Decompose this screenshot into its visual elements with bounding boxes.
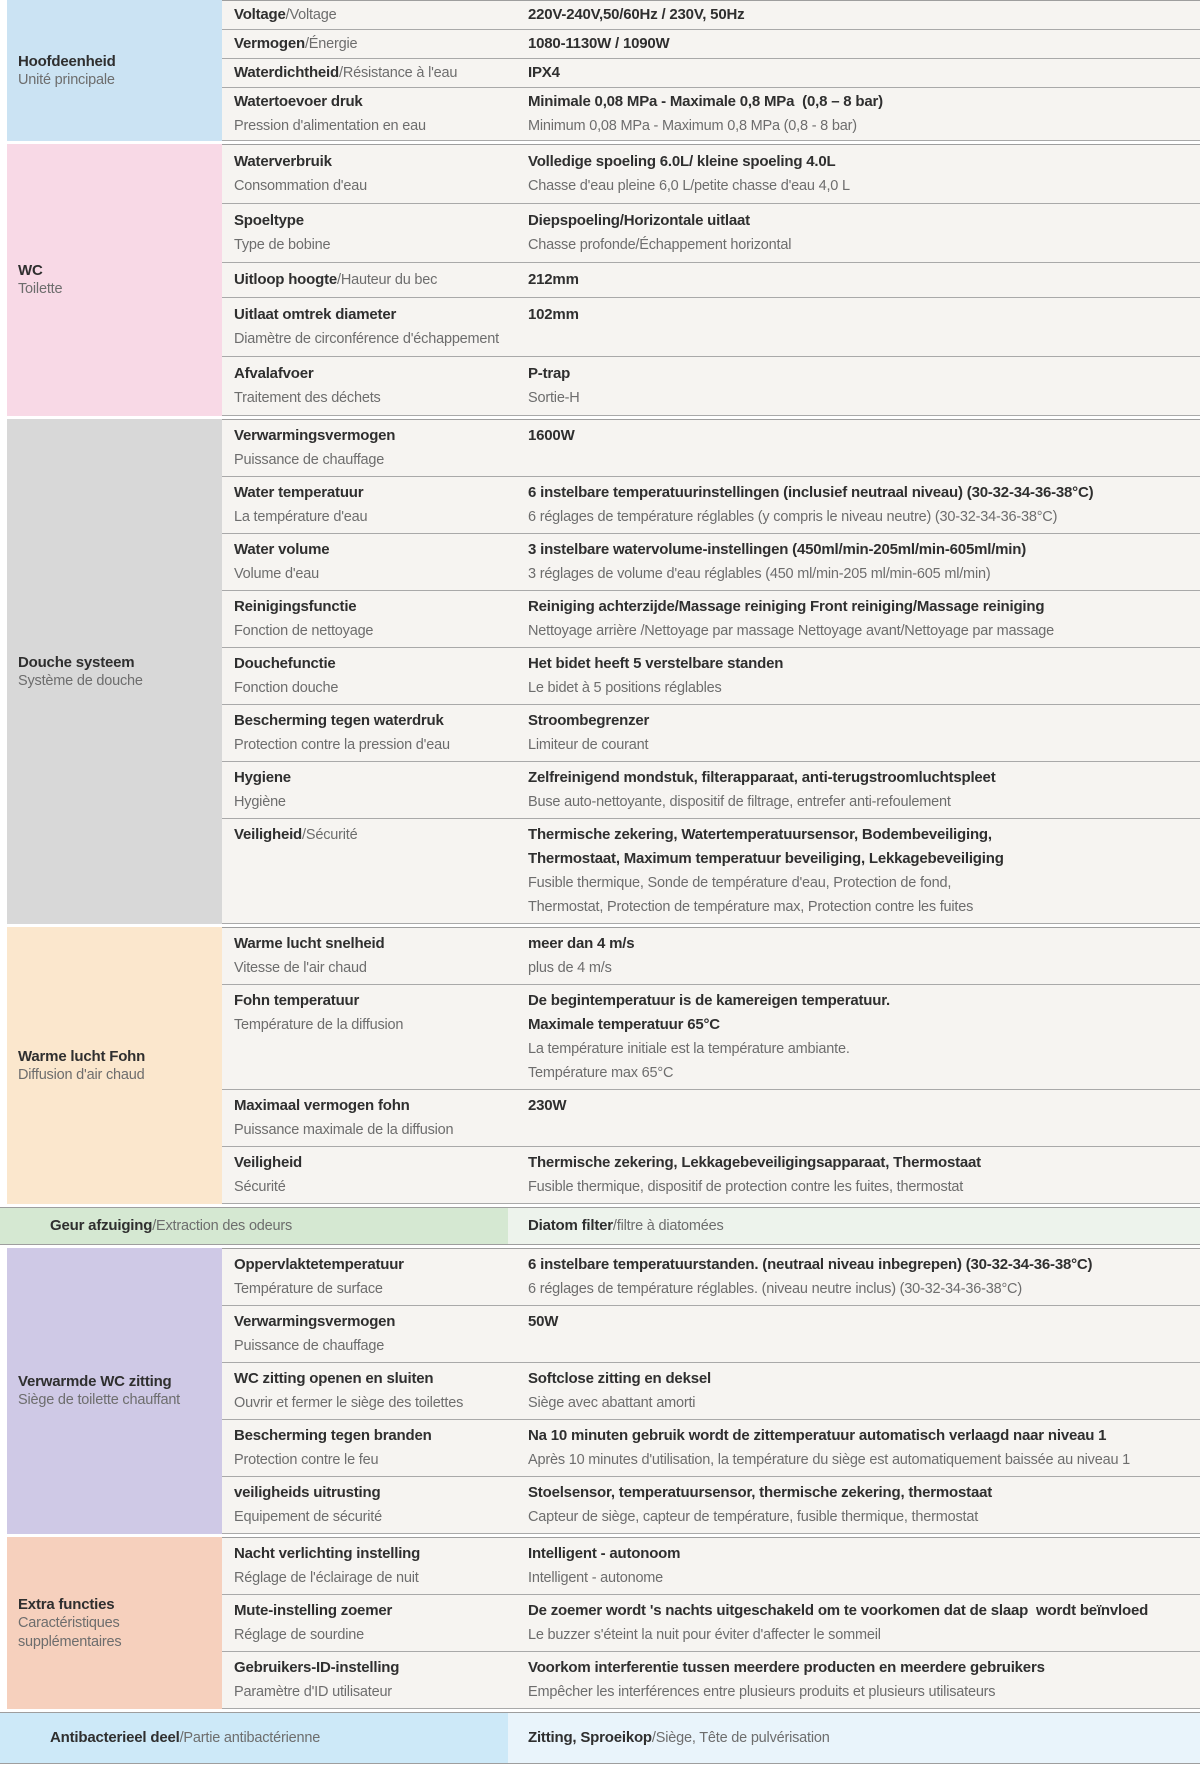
section-rows <box>222 419 1200 924</box>
spec-value-line: Reiniging achterzijde/Massage reiniging Front reiniging/Massage reiniging <box>528 598 1045 615</box>
spec-value-line: Fusible thermique, dispositif de protection contre les fuites, thermostat <box>528 1179 964 1195</box>
spec-value-line: Température max 65°C <box>528 1065 674 1081</box>
property-name-nl: Waterdichtheid <box>234 64 339 81</box>
property-name-nl: Vermogen <box>234 35 305 52</box>
spec-value <box>515 303 1200 351</box>
spec-value <box>515 1253 1200 1301</box>
spec-row <box>222 88 1200 141</box>
spec-property <box>222 209 515 257</box>
spec-property <box>222 932 515 980</box>
spec-property <box>222 1253 515 1301</box>
spec-value <box>515 1094 1200 1142</box>
spec-row <box>222 1090 1200 1147</box>
spec-row <box>222 263 1200 298</box>
property-name-fr: Type de bobine <box>234 237 331 253</box>
property-name-fr: Fonction de nettoyage <box>234 623 374 639</box>
spec-value-line: Thermische zekering, Watertemperatuursensor, Bodembeveiliging, <box>528 826 992 843</box>
property-name-fr: Ouvrir et fermer le siège des toilettes <box>234 1395 464 1411</box>
property-name-nl: veiligheids uitrusting <box>234 1484 381 1501</box>
merged-label-text <box>50 1726 320 1750</box>
spec-value-line: Voorkom interferentie tussen meerdere producten en meerdere gebruikers <box>528 1659 1045 1676</box>
property-name-nl: Water temperatuur <box>234 484 364 501</box>
spec-property <box>222 766 515 814</box>
spec-value-line: Thermostat, Protection de température max, Protection contre les fuites <box>528 899 974 915</box>
spec-value-line: Intelligent - autonoom <box>528 1545 681 1562</box>
spec-row <box>222 705 1200 762</box>
property-name-nl: Veiligheid <box>234 826 303 843</box>
spec-value <box>515 481 1200 529</box>
property-name-nl: Veiligheid <box>234 1154 303 1171</box>
spec-value-line: meer dan 4 m/s <box>528 935 635 952</box>
spec-value <box>515 1542 1200 1590</box>
spec-row <box>222 298 1200 357</box>
spec-value-line: 3 réglages de volume d'eau réglables (450 ml/min-205 ml/min-605 ml/min) <box>528 566 991 582</box>
spec-value-line: Het bidet heeft 5 verstelbare standen <box>528 655 784 672</box>
merged-value-fr: /filtre à diatomées <box>612 1218 724 1234</box>
spec-property <box>222 652 515 700</box>
spec-value-line: 50W <box>528 1313 559 1330</box>
spec-value-line: P-trap <box>528 365 571 382</box>
spec-property <box>222 709 515 757</box>
spec-value <box>515 90 1200 138</box>
spec-row <box>222 204 1200 263</box>
merged-section-label <box>0 1208 508 1244</box>
spec-property <box>222 481 515 529</box>
spec-property-line <box>234 32 515 56</box>
section-label-fr: Toilette <box>18 281 63 297</box>
property-name-nl: Nacht verlichting instelling <box>234 1545 421 1562</box>
spec-value-line: Stoelsensor, temperatuursensor, thermische zekering, thermostaat <box>528 1484 993 1501</box>
property-name-fr: Traitement des déchets <box>234 390 381 406</box>
section-rows <box>222 927 1200 1204</box>
merged-label-nl: Geur afzuiging <box>50 1217 153 1234</box>
spec-value-line: 3 instelbare watervolume-instellingen (450ml/min-205ml/min-605ml/min) <box>528 541 1027 558</box>
spec-property <box>222 424 515 472</box>
spec-value-line: Zelfreinigend mondstuk, filterapparaat, anti-terugstroomluchtspleet <box>528 769 996 786</box>
spec-value-line: 230W <box>528 1097 567 1114</box>
spec-property <box>222 823 515 919</box>
spec-property <box>222 1599 515 1647</box>
property-name-nl: Water volume <box>234 541 330 558</box>
spec-value-line: De begintemperatuur is de kamereigen temperatuur. <box>528 992 890 1009</box>
spec-value <box>515 209 1200 257</box>
merged-value-text <box>528 1726 830 1750</box>
section-label-nl: Warme lucht Fohn <box>18 1047 146 1065</box>
section-label <box>7 0 222 141</box>
section-warme-lucht-fohn <box>0 927 1200 1204</box>
spec-value-line: 6 réglages de température réglables (y compris le niveau neutre) (30-32-34-36-38°C) <box>528 509 1058 525</box>
property-name-nl: Uitloop hoogte <box>234 271 338 288</box>
spec-row <box>222 145 1200 204</box>
section-label <box>7 1537 222 1709</box>
property-name-fr: Puissance de chauffage <box>234 452 385 468</box>
property-name-fr: Hygiène <box>234 794 286 810</box>
section-label <box>7 1248 222 1534</box>
section-label-nl: Extra functies <box>18 1595 115 1613</box>
spec-value-line: Volledige spoeling 6.0L/ kleine spoeling 4.0L <box>528 153 836 170</box>
spec-row <box>222 819 1200 924</box>
property-name-fr: Volume d'eau <box>234 566 320 582</box>
property-name-nl: Warme lucht snelheid <box>234 935 385 952</box>
section-rows <box>222 144 1200 416</box>
spec-row <box>222 59 1200 88</box>
spec-row <box>222 985 1200 1090</box>
merged-value-nl: Diatom filter <box>528 1217 613 1234</box>
property-name-nl: Uitlaat omtrek diameter <box>234 306 397 323</box>
property-name-fr: /Résistance à l'eau <box>338 65 458 81</box>
spec-row <box>222 1 1200 30</box>
spec-value-line: 1600W <box>528 427 575 444</box>
spec-row <box>222 1420 1200 1477</box>
spec-value-line: Na 10 minuten gebruik wordt de zittemperatuur automatisch verlaagd naar niveau 1 <box>528 1427 1107 1444</box>
property-name-fr: Réglage de l'éclairage de nuit <box>234 1570 419 1586</box>
spec-value-line: La température initiale est la température ambiante. <box>528 1041 850 1057</box>
spec-row <box>222 1249 1200 1306</box>
spec-property <box>222 1367 515 1415</box>
section-label <box>7 144 222 416</box>
section-rows <box>222 1537 1200 1709</box>
spec-property-line <box>234 823 515 847</box>
property-name-fr: Equipement de sécurité <box>234 1509 382 1525</box>
property-name-fr: Puissance de chauffage <box>234 1338 385 1354</box>
spec-row <box>222 357 1200 416</box>
spec-value <box>515 1367 1200 1415</box>
merged-section-label <box>0 1713 508 1763</box>
property-name-nl: WC zitting openen en sluiten <box>234 1370 434 1387</box>
property-name-fr: Température de la diffusion <box>234 1017 404 1033</box>
spec-property <box>222 150 515 198</box>
spec-value-line: Le bidet à 5 positions réglables <box>528 680 722 696</box>
merged-value-nl: Zitting, Sproeikop <box>528 1729 652 1746</box>
spec-property <box>222 3 515 27</box>
property-name-fr: Protection contre le feu <box>234 1452 379 1468</box>
spec-value <box>515 989 1200 1085</box>
spec-value-line: Le buzzer s'éteint la nuit pour éviter d'affecter le sommeil <box>528 1627 881 1643</box>
spec-value-line: 6 instelbare temperatuurstanden. (neutraal niveau inbegrepen) (30-32-34-36-38°C) <box>528 1256 1093 1273</box>
spec-row <box>222 1477 1200 1534</box>
property-name-nl: Watertoevoer druk <box>234 93 363 110</box>
spec-row <box>222 1538 1200 1595</box>
spec-row <box>222 1652 1200 1709</box>
section-hoofdeenheid <box>0 0 1200 141</box>
section-rows <box>222 0 1200 141</box>
merged-label-nl: Antibacterieel deel <box>50 1729 180 1746</box>
property-name-fr: Vitesse de l'air chaud <box>234 960 367 976</box>
property-name-nl: Douchefunctie <box>234 655 336 672</box>
property-name-nl: Spoeltype <box>234 212 304 229</box>
spec-property <box>222 1481 515 1529</box>
spec-value <box>515 3 1200 27</box>
spec-property <box>222 1310 515 1358</box>
spec-row <box>222 762 1200 819</box>
property-name-nl: Afvalafvoer <box>234 365 314 382</box>
section-label-fr: Caractéristiques supplémentaires <box>18 1614 122 1650</box>
section-label-fr: Unité principale <box>18 71 115 88</box>
spec-value-line: Sortie-H <box>528 390 580 406</box>
property-name-fr: Pression d'alimentation en eau <box>234 118 426 134</box>
merged-section-value <box>508 1713 1200 1763</box>
spec-value-line: 220V-240V,50/60Hz / 230V, 50Hz <box>528 6 745 23</box>
property-name-nl: Voltage <box>234 6 286 23</box>
spec-value <box>515 32 1200 56</box>
property-name-nl: Verwarmingsvermogen <box>234 427 396 444</box>
spec-property <box>222 1656 515 1704</box>
spec-row <box>222 928 1200 985</box>
spec-property <box>222 362 515 410</box>
merged-value-fr: /Siège, Tête de pulvérisation <box>651 1730 830 1746</box>
property-name-nl: Hygiene <box>234 769 291 786</box>
spec-property <box>222 1151 515 1199</box>
spec-property <box>222 538 515 586</box>
spec-row <box>222 648 1200 705</box>
section-verwarmde-wc-zitting <box>0 1248 1200 1534</box>
spec-value-line: Capteur de siège, capteur de température, fusible thermique, thermostat <box>528 1509 979 1525</box>
spec-value-line: Après 10 minutes d'utilisation, la température du siège est automatiquement baissée au niveau 1 <box>528 1452 1131 1468</box>
property-name-nl: Reinigingsfunctie <box>234 598 357 615</box>
spec-value <box>515 932 1200 980</box>
spec-value <box>515 766 1200 814</box>
merged-label-fr: /Partie antibactérienne <box>179 1730 321 1746</box>
section-geur-afzuiging <box>0 1207 1200 1245</box>
section-label-fr: Diffusion d'air chaud <box>18 1066 145 1083</box>
property-name-fr: Diamètre de circonférence d'échappement <box>234 331 499 347</box>
spec-value-line: plus de 4 m/s <box>528 960 612 976</box>
property-name-nl: Oppervlaktetemperatuur <box>234 1256 404 1273</box>
spec-row <box>222 30 1200 59</box>
spec-value-line: Empêcher les interférences entre plusieurs produits et plusieurs utilisateurs <box>528 1684 996 1700</box>
property-name-fr: Protection contre la pression d'eau <box>234 737 450 753</box>
spec-value-line: IPX4 <box>528 64 560 81</box>
spec-value-line: 6 instelbare temperatuurinstellingen (inclusief neutraal niveau) (30-32-34-36-38°C) <box>528 484 1094 501</box>
spec-value <box>515 1481 1200 1529</box>
section-label-fr: Siège de toilette chauffant <box>18 1392 181 1408</box>
spec-value-line: Chasse profonde/Échappement horizontal <box>528 237 792 253</box>
property-name-nl: Bescherming tegen waterdruk <box>234 712 444 729</box>
merged-label-text <box>50 1214 292 1238</box>
spec-value <box>515 538 1200 586</box>
property-name-fr: Puissance maximale de la diffusion <box>234 1122 454 1138</box>
property-name-fr: La température d'eau <box>234 509 368 525</box>
property-name-fr: /Voltage <box>285 7 337 23</box>
spec-value <box>515 1599 1200 1647</box>
property-name-fr: /Sécurité <box>302 827 358 843</box>
spec-row <box>222 1147 1200 1204</box>
property-name-fr: /Hauteur du bec <box>337 272 438 288</box>
spec-value-line: Intelligent - autonome <box>528 1570 664 1586</box>
section-label-nl: WC <box>18 262 43 279</box>
spec-value-line: Minimum 0,08 MPa - Maximum 0,8 MPa (0,8 - 8 bar) <box>528 118 857 134</box>
spec-value-line: Diepspoeling/Horizontale uitlaat <box>528 212 750 229</box>
spec-row <box>222 591 1200 648</box>
property-name-fr: Réglage de sourdine <box>234 1627 365 1643</box>
spec-property <box>222 90 515 138</box>
spec-value-line: 102mm <box>528 306 579 323</box>
spec-value <box>515 268 1200 292</box>
property-name-fr: Consommation d'eau <box>234 178 367 194</box>
spec-value <box>515 652 1200 700</box>
section-wc <box>0 144 1200 416</box>
spec-value-line: Thermische zekering, Lekkagebeveiligingsapparaat, Thermostaat <box>528 1154 981 1171</box>
property-name-fr: Fonction douche <box>234 680 339 696</box>
spec-value <box>515 1656 1200 1704</box>
spec-value-line: Stroombegrenzer <box>528 712 650 729</box>
spec-value <box>515 1151 1200 1199</box>
spec-value-line: 6 réglages de température réglables. (niveau neutre inclus) (30-32-34-36-38°C) <box>528 1281 1022 1297</box>
spec-value <box>515 362 1200 410</box>
spec-property <box>222 1094 515 1142</box>
property-name-nl: Gebruikers-ID-instelling <box>234 1659 400 1676</box>
spec-row <box>222 1595 1200 1652</box>
spec-property <box>222 595 515 643</box>
section-antibacterieel-deel <box>0 1712 1200 1764</box>
section-douche-systeem <box>0 419 1200 924</box>
spec-property <box>222 1424 515 1472</box>
section-label-fr: Système de douche <box>18 672 143 689</box>
spec-value-line: Chasse d'eau pleine 6,0 L/petite chasse d'eau 4,0 L <box>528 178 850 194</box>
property-name-fr: Paramètre d'ID utilisateur <box>234 1684 392 1700</box>
spec-value-line: 212mm <box>528 271 579 288</box>
property-name-fr: /Énergie <box>304 36 358 52</box>
property-name-nl: Bescherming tegen branden <box>234 1427 432 1444</box>
spec-property <box>222 61 515 85</box>
spec-value <box>515 1310 1200 1358</box>
section-rows <box>222 1248 1200 1534</box>
spec-value-line: Minimale 0,08 MPa - Maximale 0,8 MPa (0,8 – 8 bar) <box>528 93 883 110</box>
spec-value <box>515 1424 1200 1472</box>
spec-property-line <box>234 61 515 85</box>
property-name-nl: Maximaal vermogen fohn <box>234 1097 410 1114</box>
spec-property <box>222 303 515 351</box>
spec-value <box>515 595 1200 643</box>
spec-value-line: 1080-1130W / 1090W <box>528 35 670 52</box>
spec-row <box>222 534 1200 591</box>
property-name-nl: Verwarmingsvermogen <box>234 1313 396 1330</box>
section-label <box>7 419 222 924</box>
spec-property <box>222 1542 515 1590</box>
spec-row <box>222 1363 1200 1420</box>
spec-property-line <box>234 268 515 292</box>
spec-property <box>222 989 515 1085</box>
spec-value-line: Fusible thermique, Sonde de température d'eau, Protection de fond, <box>528 875 952 891</box>
spec-value <box>515 150 1200 198</box>
section-label-nl: Verwarmde WC zitting <box>18 1373 172 1390</box>
spec-value-line: Nettoyage arrière /Nettoyage par massage Nettoyage avant/Nettoyage par massage <box>528 623 1055 639</box>
spec-value-line: Thermostaat, Maximum temperatuur beveiliging, Lekkagebeveiliging <box>528 850 1004 867</box>
spec-property <box>222 268 515 292</box>
property-name-fr: Sécurité <box>234 1179 286 1195</box>
spec-value <box>515 61 1200 85</box>
section-label-nl: Hoofdeenheid <box>18 52 116 70</box>
spec-value-line: Maximale temperatuur 65°C <box>528 1016 720 1033</box>
spec-property-line <box>234 3 515 27</box>
merged-label-fr: /Extraction des odeurs <box>152 1218 293 1234</box>
spec-value-line: Siège avec abattant amorti <box>528 1395 696 1411</box>
property-name-fr: Température de surface <box>234 1281 383 1297</box>
merged-value-text <box>528 1214 724 1238</box>
section-label-nl: Douche systeem <box>18 653 135 671</box>
spec-row <box>222 420 1200 477</box>
property-name-nl: Mute-instelling zoemer <box>234 1602 393 1619</box>
property-name-nl: Waterverbruik <box>234 153 332 170</box>
spec-property <box>222 32 515 56</box>
property-name-nl: Fohn temperatuur <box>234 992 360 1009</box>
spec-row <box>222 477 1200 534</box>
spec-value-line: Buse auto-nettoyante, dispositif de filtrage, entrefer anti-refoulement <box>528 794 951 810</box>
section-extra-functies <box>0 1537 1200 1709</box>
spec-value-line: Softclose zitting en deksel <box>528 1370 711 1387</box>
spec-value-line: De zoemer wordt 's nachts uitgeschakeld om te voorkomen dat de slaap wordt beïnvloed <box>528 1602 1149 1619</box>
spec-value-line: Limiteur de courant <box>528 737 649 753</box>
spec-value <box>515 709 1200 757</box>
spec-row <box>222 1306 1200 1363</box>
spec-value <box>515 424 1200 472</box>
spec-value <box>515 823 1200 919</box>
section-label <box>7 927 222 1204</box>
merged-section-value <box>508 1208 1200 1244</box>
